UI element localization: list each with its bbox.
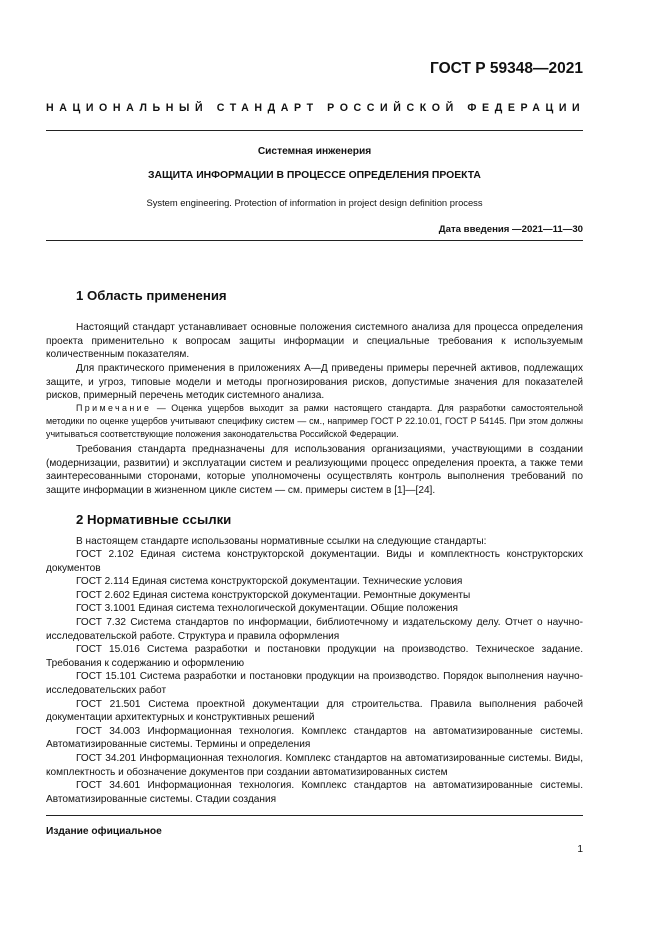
divider bbox=[46, 815, 583, 816]
reference-item: ГОСТ 3.1001 Единая система технологической документации. Общие положения bbox=[76, 603, 458, 615]
reference-list bbox=[46, 548, 583, 806]
standard-area: Системная инженерия bbox=[257, 146, 372, 157]
divider bbox=[46, 130, 583, 131]
national-standard-title: НАЦИОНАЛЬНЫЙ СТАНДАРТ РОССИЙСКОЙ ФЕДЕРАЦИИ bbox=[46, 102, 586, 114]
reference-item: ГОСТ 2.102 Единая система конструкторской документации. Виды и комплектность конструкторских документов bbox=[46, 549, 583, 574]
reference-item: ГОСТ 7.32 Система стандартов по информации, библиотечному и издательскому делу. Отчет о научно-исследовательской работе. Структура и правила оформления bbox=[46, 616, 583, 642]
paragraph: Настоящий стандарт устанавливает основные положения системного анализа для процесса определения проекта применительно к вопросам защиты информации и специальные требования к используемым количественным показателям. bbox=[46, 322, 583, 361]
official-edition-label: Издание официальное bbox=[46, 826, 162, 837]
reference-item: ГОСТ 2.602 Единая система конструкторской документации. Ремонтные документы bbox=[76, 589, 471, 601]
reference-item: ГОСТ 2.114 Единая система конструкторской документации. Технические условия bbox=[76, 576, 463, 588]
introduction-date: Дата введения —2021—11—30 bbox=[438, 224, 583, 235]
note-label: Примечание bbox=[76, 403, 152, 413]
section-heading-normative-references: 2 Нормативные ссылки bbox=[76, 512, 232, 527]
paragraph: Требования стандарта предназначены для использования организациями, участвующими в создании (модернизации, развитии) и эксплуатации систем и реализующими процесс определения проекта, а также теми заинтересованными сторонами, которые уполномочены осуществлять контроль выполнения требований по защите информации в жизненном цикле систем — см. примеры систем в [1]—[24]. bbox=[46, 444, 583, 496]
document-number: ГОСТ Р 59348—2021 bbox=[430, 60, 583, 77]
divider bbox=[46, 240, 583, 241]
standard-title-english: System engineering. Protection of information in project design definition process bbox=[146, 197, 483, 208]
standard-title: ЗАЩИТА ИНФОРМАЦИИ В ПРОЦЕССЕ ОПРЕДЕЛЕНИЯ ПРОЕКТА bbox=[148, 170, 481, 181]
reference-item: ГОСТ 21.501 Система проектной документации для строительства. Правила выполнения рабочей документации архитектурных и конструктивных решений bbox=[46, 698, 583, 724]
reference-item: ГОСТ 34.003 Информационная технология. Комплекс стандартов на автоматизированные системы. Автоматизированные системы. Термины и определения bbox=[46, 725, 583, 751]
reference-item: ГОСТ 15.101 Система разработки и постановки продукции на производство. Порядок выполнения научно-исследовательских работ bbox=[46, 671, 583, 696]
paragraph: Для практического применения в приложениях А—Д приведены примеры перечней активов, подлежащих защите, и угроз, типовые модели и методы прогнозирования рисков, допустимые значения для показателей рисков, примерный перечень методик системного анализа. bbox=[46, 363, 583, 402]
note bbox=[46, 402, 583, 441]
paragraph: В настоящем стандарте использованы нормативные ссылки на следующие стандарты: bbox=[76, 536, 487, 547]
page-number: 1 bbox=[577, 844, 583, 855]
reference-item: ГОСТ 34.601 Информационная технология. Комплекс стандартов на автоматизированные системы. Автоматизированные системы. Стадии создания bbox=[46, 780, 583, 805]
section-heading-scope: 1 Область применения bbox=[76, 288, 227, 303]
reference-item: ГОСТ 15.016 Система разработки и постановки продукции на производство. Техническое задание. Требования к содержанию и оформлению bbox=[46, 644, 583, 669]
reference-item: ГОСТ 34.201 Информационная технология. Комплекс стандартов на автоматизированные системы. Виды, комплектность и обозначение документов при создании автоматизированных систем bbox=[46, 752, 583, 778]
note-text: — Оценка ущербов выходит за рамки настоящего стандарта. Для разработки самостоятельной методики по оценке ущербов учитывают специфику систем — см., например ГОСТ Р 22.10.01, ГОСТ Р 54145. При этом должны учитываться соответствующие положения законодательства Российской Федерации. bbox=[46, 403, 583, 439]
